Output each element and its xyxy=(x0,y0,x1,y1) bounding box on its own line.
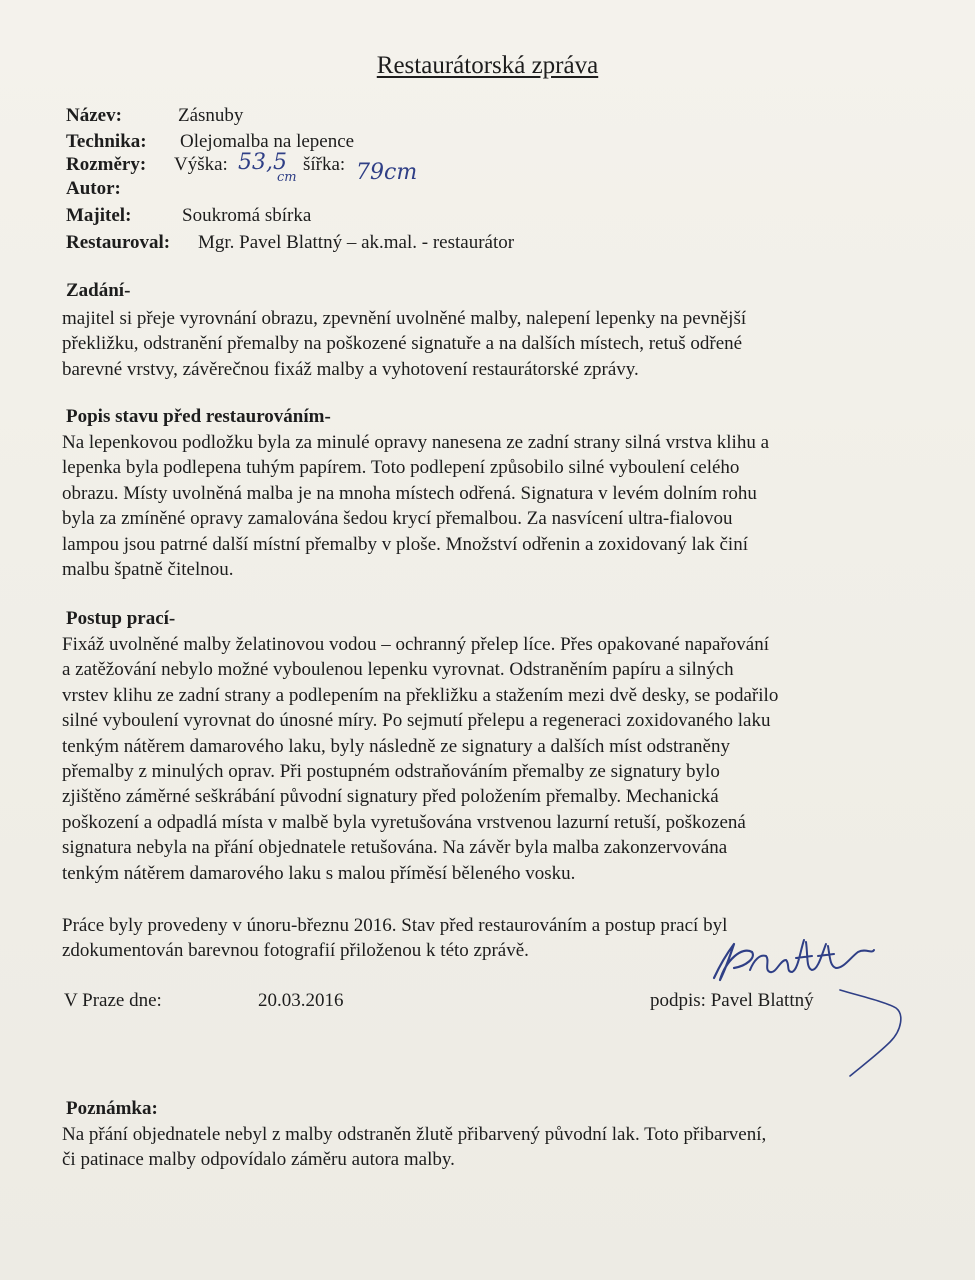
text-line: Na přání objednatele nebyl z malby odstraněn žlutě přibarvený původní lak. Toto přibarvení, xyxy=(62,1124,767,1145)
text-line: Na lepenkovou podložku byla za minulé opravy nanesena ze zadní strany silná vrstva klihu a xyxy=(62,432,769,453)
postup-paragraph xyxy=(62,632,902,886)
meta-majitel xyxy=(66,204,312,228)
text-line: přemalby z minulých oprav. Při postupném odstraňováním přemalby ze signatury bylo xyxy=(62,761,720,783)
text-line: lepenka byla podlepena tuhým papírem. Toto podlepení způsobilo silné vyboulení celého xyxy=(62,457,740,479)
autor-label: Autor: xyxy=(66,178,121,199)
text-line: a zatěžování nebylo možné vyboulenou lepenku vyrovnat. Odstraněním papíru a silných xyxy=(62,659,734,681)
sirka-label: šířka: xyxy=(303,154,346,175)
zadani-heading: Zadání- xyxy=(66,280,131,301)
popis-paragraph xyxy=(62,430,902,582)
zadani-paragraph xyxy=(62,306,902,382)
text-line: byla za zmíněné opravy zamalována šedou krycí přemalbou. Za nasvícení ultra-fialovou xyxy=(62,508,733,530)
poznamka-heading: Poznámka: xyxy=(66,1098,158,1119)
date-value: 20.03.2016 xyxy=(258,990,344,1011)
text-line: vrstev klihu ze zadní strany a podlepením na překližku a stažením mezi dvě desky, se podařilo xyxy=(62,684,779,706)
signature-caption: podpis: Pavel Blattný xyxy=(650,990,814,1011)
vyska-unit-handwritten: cm xyxy=(277,170,297,185)
restauroval-label: Restauroval: xyxy=(66,232,171,253)
vyska-handwritten: 53,5 xyxy=(238,150,287,175)
nazev-label: Název: xyxy=(66,105,122,126)
text-line: barevné vrstvy, závěrečnou fixáž malby a vyhotovení restaurátorské zprávy. xyxy=(62,358,639,380)
text-line: majitel si přeje vyrovnání obrazu, zpevnění uvolněné malby, nalepení lepenky na pevnější xyxy=(62,308,747,329)
rozmery-label: Rozměry: xyxy=(66,154,147,175)
text-line: překližku, odstranění přemalby na poškozené signatuře a na dalších místech, retuš odřené xyxy=(62,333,743,355)
meta-nazev xyxy=(66,104,244,128)
meta-restauroval xyxy=(66,231,515,255)
text-line: signatura nebyla na přání objednatele retušována. Na závěr byla malba zakonzervována xyxy=(62,837,728,859)
meta-technika xyxy=(66,130,355,154)
place-date-label: V Praze dne: xyxy=(64,990,162,1011)
poznamka-paragraph xyxy=(62,1122,902,1173)
popis-heading: Popis stavu před restaurováním- xyxy=(66,406,331,427)
text-line: Fixáž uvolněné malby želatinovou vodou – ochranný přelep líce. Přes opakované napařování xyxy=(62,634,769,655)
text-line: tenkým nátěrem damarového laku s malou příměsí běleného vosku. xyxy=(62,862,576,884)
vyska-label: Výška: xyxy=(174,154,228,175)
text-line: silné vyboulení vyrovnat do únosné míry. Po sejmutí přelepu a regeneraci zoxidovaného laku xyxy=(62,710,771,732)
document-title: Restaurátorská zpráva xyxy=(376,52,599,79)
majitel-value: Soukromá sbírka xyxy=(182,205,312,226)
text-line: poškození a odpadlá místa v malbě byla vyretušována vrstvenou lazurní retuší, poškozená xyxy=(62,811,746,833)
text-line: malbu špatně čitelnou. xyxy=(62,559,234,581)
text-line: zdokumentován barevnou fotografií přiloženou k této zprávě. xyxy=(62,940,529,962)
text-line: či patinace malby odpovídalo záměru autora malby. xyxy=(62,1149,455,1171)
majitel-label: Majitel: xyxy=(66,205,132,226)
restauroval-value: Mgr. Pavel Blattný – ak.mal. - restaurátor xyxy=(198,232,515,253)
nazev-value: Zásnuby xyxy=(178,105,244,126)
technika-value: Olejomalba na lepence xyxy=(180,131,355,152)
sirka-handwritten: 79cm xyxy=(356,160,418,185)
technika-label: Technika: xyxy=(66,131,147,152)
text-line: lampou jsou patrné další místní přemalby v ploše. Množství odřenin a zoxidovaný lak činí xyxy=(62,533,748,555)
text-line: zjištěno záměrné seškrábání původní signatury před položením přemalby. Mechanická xyxy=(62,786,719,808)
text-line: obrazu. Místy uvolněná malba je na mnoha místech odřená. Signatura v levém dolním rohu xyxy=(62,482,757,504)
handwritten-signature-icon xyxy=(690,930,920,1080)
text-line: tenkým nátěrem damarového laku, byly následně ze signatury a dalších míst odstraněny xyxy=(62,735,730,757)
postup-heading: Postup prací- xyxy=(66,608,176,629)
meta-autor xyxy=(66,177,121,201)
text-line: Práce byly provedeny v únoru-březnu 2016. Stav před restaurováním a postup prací byl xyxy=(62,915,728,936)
